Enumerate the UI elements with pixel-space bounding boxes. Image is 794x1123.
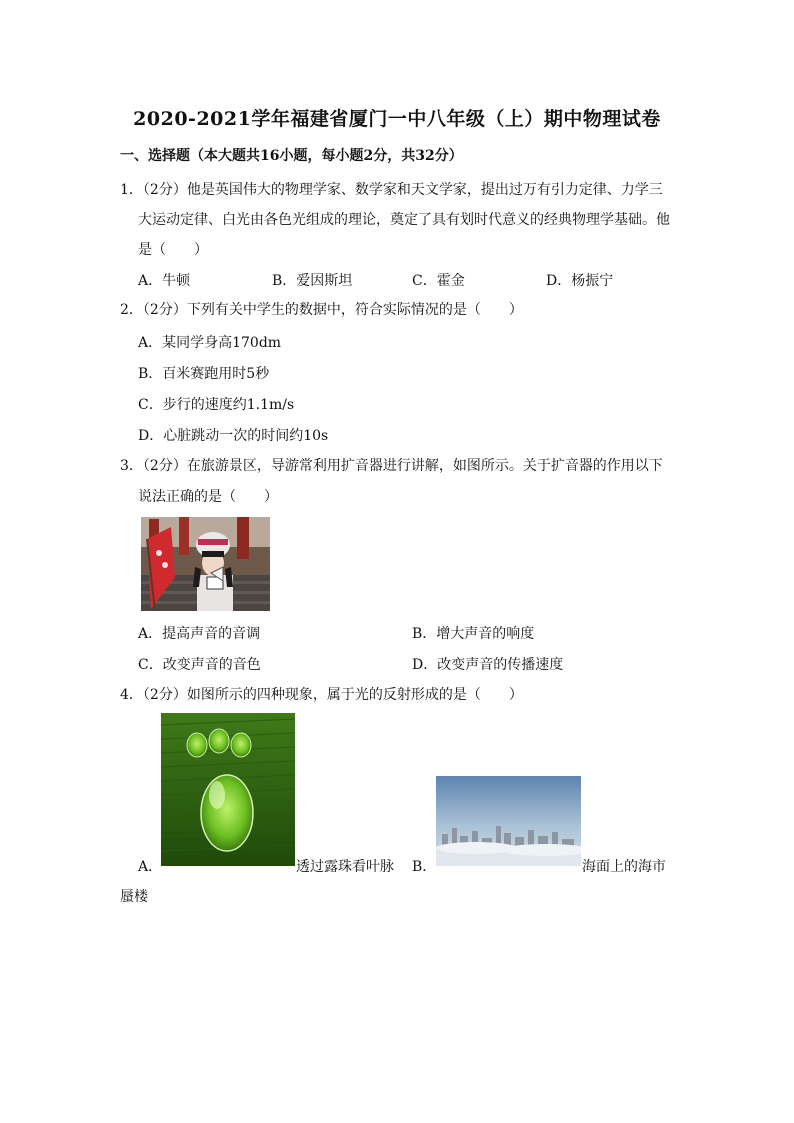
q4-option-b-prefix: B．: [412, 859, 437, 875]
q2-option-a: A．某同学身高170dm: [138, 335, 282, 351]
q1-option-c: C．霍金: [412, 273, 465, 289]
page-title: 2020-2021学年福建省厦门一中八年级（上）期中物理试卷: [133, 108, 661, 130]
section-heading: 一、选择题（本大题共16小题，每小题2分，共32分）: [120, 148, 463, 164]
sea-mirage-image: [436, 776, 581, 866]
q2-option-b: B．百米赛跑用时5秒: [138, 366, 270, 382]
q4-option-b-caption-line2: 蜃楼: [120, 889, 148, 905]
q4-option-b-caption-line1: 海面上的海市: [582, 859, 666, 875]
q3-option-c: C．改变声音的音色: [138, 657, 261, 673]
q3-option-b: B．增大声音的响度: [412, 626, 535, 642]
q1-stem-line2: 大运动定律、白光由各色光组成的理论，奠定了具有划时代意义的经典物理学基础。他: [138, 212, 670, 228]
q2-option-c: C．步行的速度约1.1m/s: [138, 397, 295, 413]
q4-option-a-prefix: A．: [138, 859, 163, 875]
q1-stem-line3: 是（ ）: [138, 242, 208, 258]
q3-option-a: A．提高声音的音调: [138, 626, 261, 642]
q2-stem: 2．（2分）下列有关中学生的数据中，符合实际情况的是（ ）: [120, 302, 523, 318]
q1-option-a: A．牛顿: [138, 273, 191, 289]
q4-stem: 4．（2分）如图所示的四种现象，属于光的反射形成的是（ ）: [120, 687, 523, 703]
q1-option-d: D．杨振宁: [546, 273, 614, 289]
q3-option-d: D．改变声音的传播速度: [412, 657, 564, 673]
q4-option-a-caption: 透过露珠看叶脉: [296, 859, 394, 875]
q1-stem-line1: 1．（2分）他是英国伟大的物理学家、数学家和天文学家，提出过万有引力定律、力学三: [120, 182, 663, 198]
dewdrop-leaf-image: [161, 713, 295, 866]
q3-stem-line2: 说法正确的是（ ）: [138, 489, 278, 505]
q1-option-b: B．爱因斯坦: [272, 273, 353, 289]
q2-option-d: D．心脏跳动一次的时间约10s: [138, 428, 329, 444]
q3-stem-line1: 3．（2分）在旅游景区，导游常利用扩音器进行讲解，如图所示。关于扩音器的作用以下: [120, 458, 663, 474]
tour-guide-megaphone-image: [141, 517, 270, 611]
